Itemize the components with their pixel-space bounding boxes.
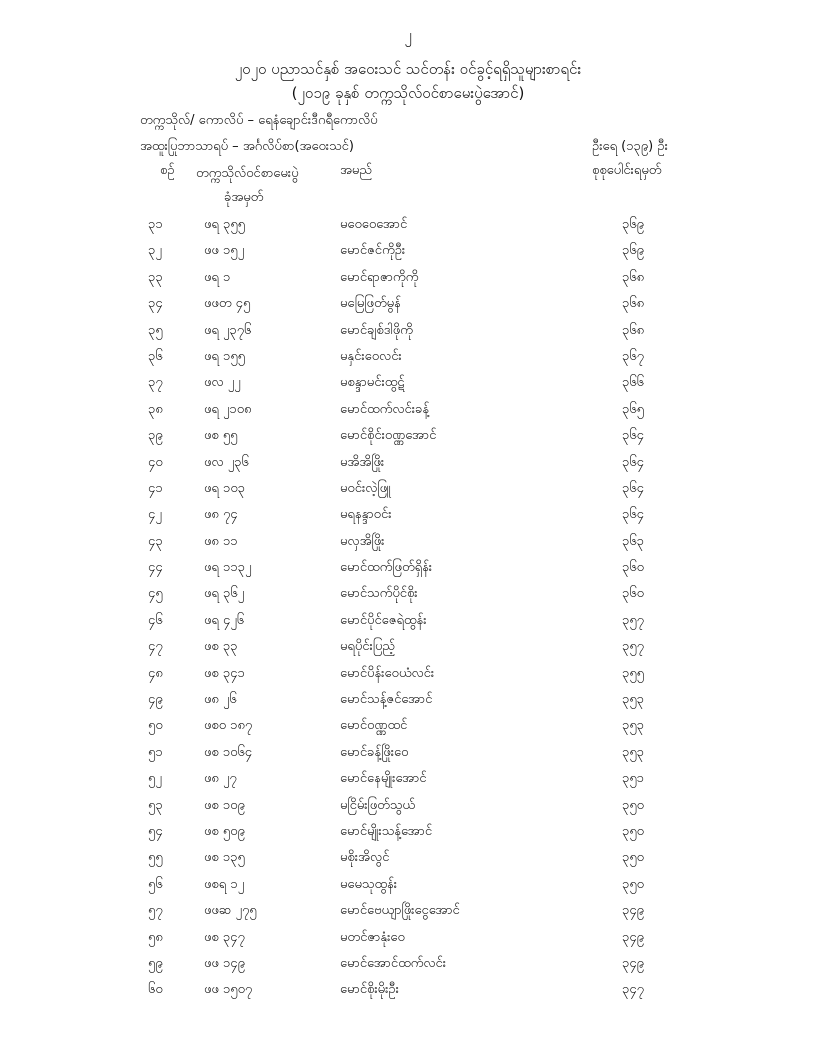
row-number: ၄၃ — [148, 533, 163, 549]
row-number: ၅၉ — [148, 955, 163, 971]
student-name: မောင်ဗေယျာဖြိုးငွေအောင် — [340, 903, 460, 919]
student-name: မောင်စိုးမိုးဦး — [340, 982, 399, 998]
roll-number: ဖရ ၂၃၇၆ — [204, 322, 252, 338]
row-number: ၃၉ — [148, 428, 163, 444]
student-name: မောင်ဝဏ္ဏထင် — [340, 718, 408, 734]
student-name: မတင်ဇာနုံးဝေ — [340, 929, 405, 945]
roll-number: ဖစ ၃၄၇ — [204, 929, 245, 945]
table-row — [0, 740, 816, 766]
row-number: ၅၇ — [148, 903, 163, 919]
total-marks: ၃၆၀ — [622, 586, 644, 602]
table-row — [0, 713, 816, 739]
student-name: မရပိုင်းပြည့် — [340, 639, 395, 655]
total-marks: ၃၄၉ — [622, 903, 644, 919]
header-roll-line2: ခုံအမှတ် — [224, 190, 264, 205]
roll-number: ဖစ၀ ၁၈၇ — [204, 718, 253, 734]
total-marks: ၃၆၃ — [622, 533, 644, 549]
total-marks: ၃၆၉ — [622, 217, 644, 232]
table-row — [0, 370, 816, 396]
table-row — [0, 476, 816, 502]
roll-number: ဖရ ၂၁၀၈ — [204, 401, 252, 417]
total-marks: ၃၆၈ — [622, 296, 645, 312]
roll-number: ဖစ ၅၀၉ — [204, 823, 245, 839]
student-name: မနှင်းဝေလင်း — [340, 348, 402, 364]
row-number: ၄၂ — [148, 507, 162, 523]
table-row — [0, 951, 816, 977]
roll-number: ဖရ ၁၅၅ — [204, 348, 245, 364]
row-number: ၅၀ — [148, 718, 163, 734]
row-number: ၃၁ — [148, 217, 163, 232]
row-number: ၅၃ — [148, 797, 163, 813]
total-marks: ၃၅၀ — [622, 876, 644, 892]
total-marks: ၃၅၃ — [622, 744, 644, 760]
page-number: ၂ — [404, 26, 412, 44]
student-name: မောင်ချစ်ဒါဖိုကို — [340, 322, 413, 338]
university-line: တက္ကသိုလ်/ ကောလိပ် – ရေနံချောင်းဒီဂရီကောလိပ် — [140, 113, 378, 128]
table-row — [0, 634, 816, 660]
table-row — [0, 819, 816, 845]
roll-number: ဖစရ ၁၂ — [204, 876, 245, 892]
student-name: မမြေဖြတ်မွန် — [340, 296, 401, 312]
total-marks: ၃၄၉ — [622, 929, 644, 945]
table-row — [0, 661, 816, 687]
student-name: မောင်နေမျိုးအောင် — [340, 771, 427, 787]
student-name: မအိအိဖြိုး — [340, 454, 385, 470]
student-name: မောင်သန့်ဇင်အောင် — [340, 692, 433, 708]
student-name: မောင်ပိုင်ဇေရဲထွန်း — [340, 612, 427, 628]
table-row — [0, 687, 816, 713]
row-number: ၄၄ — [148, 560, 163, 576]
table-row — [0, 872, 816, 898]
student-name: မောင်စိုင်းဝဏ္ဏအောင် — [340, 428, 437, 444]
row-number: ၃၇ — [148, 375, 163, 391]
student-name: မောင်မျိုးသန့်အောင် — [340, 823, 433, 839]
roll-number: ဖ၈ ၇၄ — [204, 507, 238, 523]
count-line: ဦးရေ (၁၃၉) ဦး — [592, 139, 668, 154]
total-marks: ၃၅၀ — [622, 797, 644, 813]
table-row — [0, 793, 816, 819]
total-marks: ၃၅၃ — [622, 718, 644, 734]
student-name: မမေသုထွန်း — [340, 876, 398, 892]
table-row — [0, 212, 816, 238]
row-number: ၅၁ — [148, 744, 163, 760]
roll-number: ဖစ ၃၃ — [204, 639, 238, 655]
document-title: ၂၀၂၀ ပညာသင်နှစ် အဝေးသင် သင်တန်း ဝင်ခွင့်ရရှိသူများစာရင်း — [234, 60, 582, 78]
row-number: ၄၉ — [148, 692, 163, 708]
roll-number: ဖစ ၁၀၆၄ — [204, 744, 253, 760]
row-number: ၅၂ — [148, 771, 162, 787]
student-name: မောင်ဇင်ကိုဦး — [340, 243, 406, 259]
row-number: ၃၂ — [148, 243, 162, 259]
table-row — [0, 397, 816, 423]
table-row — [0, 898, 816, 924]
total-marks: ၃၆၄ — [622, 507, 644, 523]
total-marks: ၃၆၄ — [622, 480, 644, 496]
row-number: ၄၁ — [148, 480, 163, 496]
roll-number: ဖစ ၅၅ — [204, 428, 238, 444]
row-number: ၃၅ — [148, 322, 163, 338]
total-marks: ၃၆၉ — [622, 243, 644, 259]
row-number: ၄၈ — [148, 665, 163, 681]
roll-number: ဖဖ ၁၅၀၇ — [204, 982, 253, 998]
total-marks: ၃၅၀ — [622, 850, 644, 866]
total-marks: ၃၅၅ — [622, 665, 644, 681]
student-name: မောင်သက်ပိုင်စိုး — [340, 586, 418, 602]
roll-number: ဖဖဆ ၂၇၅ — [204, 903, 257, 919]
roll-number: ဖရ ၁၁၃၂ — [204, 560, 252, 576]
total-marks: ၃၆၈ — [622, 322, 645, 338]
total-marks: ၃၆၄ — [622, 454, 644, 470]
table-row — [0, 977, 816, 1003]
student-name: မဝင်းလဲ့ဖြူ — [340, 480, 391, 496]
subject-line: အထူးပြုဘာသာရပ် – အင်္ဂလိပ်စာ(အဝေးသင်) — [140, 139, 354, 154]
table-row — [0, 423, 816, 449]
results-table — [0, 212, 816, 1004]
row-number: ၃၄ — [148, 296, 163, 312]
total-marks: ၃၆၅ — [622, 401, 644, 417]
roll-number: ဖစ ၁၃၅ — [204, 850, 245, 866]
table-row — [0, 581, 816, 607]
header-roll — [196, 162, 299, 210]
table-row — [0, 318, 816, 344]
student-name: မငြိမ်းဖြတ်သွယ် — [340, 797, 416, 813]
header-no: စဉ် — [160, 163, 175, 178]
roll-number: ဖ၈ ၂၆ — [204, 692, 237, 708]
roll-number: ဖရ ၁၀၃ — [204, 480, 245, 496]
table-row — [0, 766, 816, 792]
table-row — [0, 845, 816, 871]
table-row — [0, 502, 816, 528]
total-marks: ၃၅၃ — [622, 692, 644, 708]
student-name: မစန္ဒာမင်းထွဋ် — [340, 375, 405, 391]
student-name: မောင်ခန့်ဖြိုးဝေ — [340, 744, 409, 760]
row-number: ၅၆ — [148, 876, 163, 892]
roll-number: ဖရ ၃၆၂ — [204, 586, 245, 602]
document-subtitle: (၂၀၁၉ ခုနှစ် တက္ကသိုလ်ဝင်စာမေးပွဲအောင်) — [291, 84, 525, 102]
total-marks: ၃၄၉ — [622, 955, 644, 971]
table-row — [0, 450, 816, 476]
header-name: အမည် — [340, 163, 372, 178]
student-name: မလှအိဖြိုး — [340, 533, 385, 549]
total-marks: ၃၆၇ — [622, 348, 644, 364]
total-marks: ၃၄၇ — [622, 982, 644, 998]
roll-number: ဖ၈ ၁၁ — [204, 533, 238, 549]
row-number: ၄၅ — [148, 586, 163, 602]
total-marks: ၃၆၄ — [622, 428, 644, 444]
table-row — [0, 344, 816, 370]
student-name: မရနန္ဒာဝင်း — [340, 507, 392, 523]
row-number: ၅၈ — [148, 929, 163, 945]
row-number: ၃၈ — [148, 401, 163, 417]
table-row — [0, 265, 816, 291]
roll-number: ဖ၈ ၂၇ — [204, 771, 237, 787]
roll-number: ဖဖ ၁၄၉ — [204, 955, 245, 971]
roll-number: ဖရ ၃၅၅ — [204, 217, 245, 232]
table-row — [0, 238, 816, 264]
roll-number: ဖရ ၁ — [204, 269, 231, 285]
row-number: ၄၀ — [148, 454, 163, 470]
student-name: မစိုးအိလွင် — [340, 850, 390, 866]
student-name: မောင်ပိန်းဝေယံလင်း — [340, 665, 435, 681]
student-name: မဝေဝေအောင် — [340, 217, 408, 232]
total-marks: ၃၅၁ — [622, 771, 644, 787]
total-marks: ၃၅၇ — [622, 612, 644, 628]
header-marks: စုစုပေါင်းရမှတ် — [592, 163, 662, 178]
roll-number: ဖဖ ၁၅၂ — [204, 243, 244, 259]
row-number: ၄၇ — [148, 639, 163, 655]
total-marks: ၃၅၀ — [622, 823, 644, 839]
roll-number: ဖဖတ ၄၅ — [204, 296, 251, 312]
student-name: မောင်အောင်ထက်လင်း — [340, 955, 447, 971]
table-row — [0, 925, 816, 951]
row-number: ၅၄ — [148, 823, 163, 839]
table-row — [0, 291, 816, 317]
roll-number: ဖစ ၁၀၉ — [204, 797, 245, 813]
table-row — [0, 529, 816, 555]
row-number: ၃၃ — [148, 269, 163, 285]
roll-number: ဖစ ၃၄၁ — [204, 665, 245, 681]
row-number: ၆၀ — [148, 982, 163, 998]
header-roll-line1: တက္ကသိုလ်ဝင်စာမေးပွဲ — [196, 166, 299, 181]
total-marks: ၃၆၈ — [622, 269, 645, 285]
row-number: ၄၆ — [148, 612, 163, 628]
total-marks: ၃၆၀ — [622, 560, 644, 576]
student-name: မောင်ထက်လင်းခန့် — [340, 401, 430, 417]
student-name: မောင်ရာဇာကိုကို — [340, 269, 419, 285]
table-row — [0, 555, 816, 581]
row-number: ၅၅ — [148, 850, 163, 866]
roll-number: ဖရ ၄၂၆ — [204, 612, 245, 628]
roll-number: ဖလ ၂၂ — [204, 375, 241, 391]
row-number: ၃၆ — [148, 348, 163, 364]
total-marks: ၃၅၇ — [622, 639, 644, 655]
total-marks: ၃၆၆ — [622, 375, 644, 391]
student-name: မောင်ထက်ဖြတ်ရှိန်း — [340, 560, 433, 576]
roll-number: ဖလ ၂၃၆ — [204, 454, 249, 470]
table-row — [0, 608, 816, 634]
